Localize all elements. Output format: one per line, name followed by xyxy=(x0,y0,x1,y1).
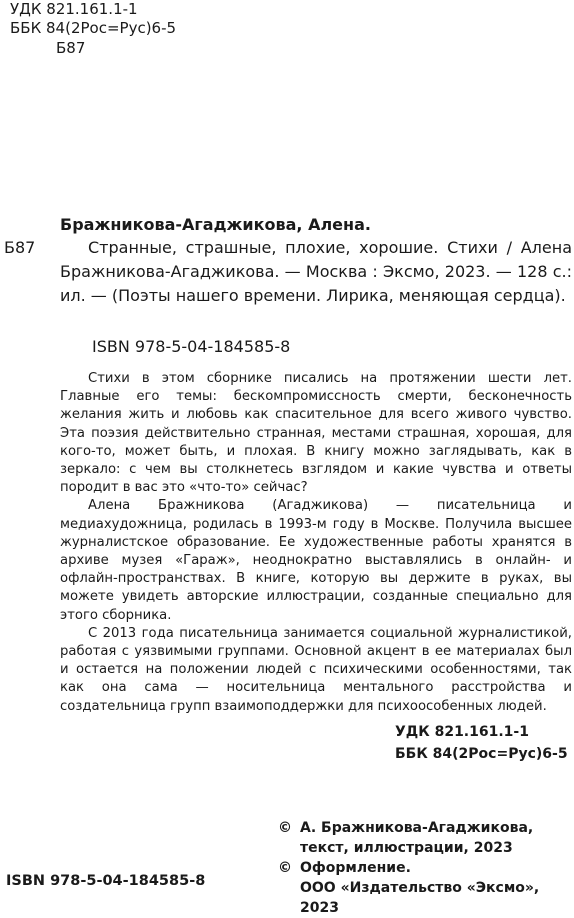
copyright-detail: ООО «Издательство «Эксмо», 2023 xyxy=(300,880,540,916)
header-udk: УДК 821.161.1-1 xyxy=(10,0,138,18)
footer-isbn: ISBN 978-5-04-184585-8 xyxy=(6,873,206,889)
author-code-marker: Б87 xyxy=(4,238,36,257)
annotation-paragraph: Стихи в этом сборнике писались на протяжении шести лет. Главные его темы: бескомпромиссность смерти, бесконечность желания жить и любовь как спасительное для всего живого чувство. Эта поэзия действительно странная, местами страшная, хорошая, для кого-то, может быть, и плохая. В книгу можно заглядывать, как в зеркало: с чем вы столкнетесь взглядом и какие чувства и ответы породит в вас это «что-то» сейчас? xyxy=(60,371,572,496)
copyright-entry xyxy=(278,818,574,838)
footer-bbk: ББК 84(2Рос=Рус)6-5 xyxy=(395,746,568,762)
annotation-paragraph: Алена Бражникова (Агаджикова) — писательница и медиахудожница, родилась в 1993-м году в Москве. Получила высшее журналистское образование. Ее художественные работы хранятся в архиве музея «Гараж», неоднократно выставлялись в онлайн- и офлайн-пространствах. В книге, которую вы держите в руках, вы можете увидеть авторские иллюстрации, созданные специально для этого сборника. xyxy=(60,498,572,623)
annotation-paragraph: С 2013 года писательница занимается социальной журналистикой, работая с уязвимыми группами. Основной акцент в ее материалах был и остается на положении людей с психическими особенностями, так как она сама — носительница ментального расстройства и создательница групп взаимоподдержки для психоособенных людей. xyxy=(60,625,572,714)
isbn-line: ISBN 978-5-04-184585-8 xyxy=(92,337,291,356)
footer-codes xyxy=(395,721,568,765)
author-heading: Бражникова-Агаджикова, Алена. xyxy=(60,215,371,234)
bibliographic-description: Странные, страшные, плохие, хорошие. Стихи / Алена Бражникова-Агаджикова. — Москва : Эксмо, 2023. — 128 с.: ил. — (Поэты нашего времени. Лирика, меняющая сердца). xyxy=(60,238,572,305)
copyright-detail: текст, иллюстрации, 2023 xyxy=(300,840,513,856)
header-author-code: Б87 xyxy=(56,39,86,57)
copyright-block xyxy=(278,818,574,918)
copyright-holder: Оформление. xyxy=(300,860,411,876)
copyright-entry xyxy=(278,858,574,878)
footer-udk: УДК 821.161.1-1 xyxy=(395,724,529,740)
header-bbk: ББК 84(2Рос=Рус)6-5 xyxy=(10,19,177,37)
annotation xyxy=(60,370,572,716)
copyright-symbol: © xyxy=(278,820,292,836)
copyright-symbol: © xyxy=(278,860,292,876)
copyright-holder: А. Бражникова-Агаджикова, xyxy=(300,820,534,836)
